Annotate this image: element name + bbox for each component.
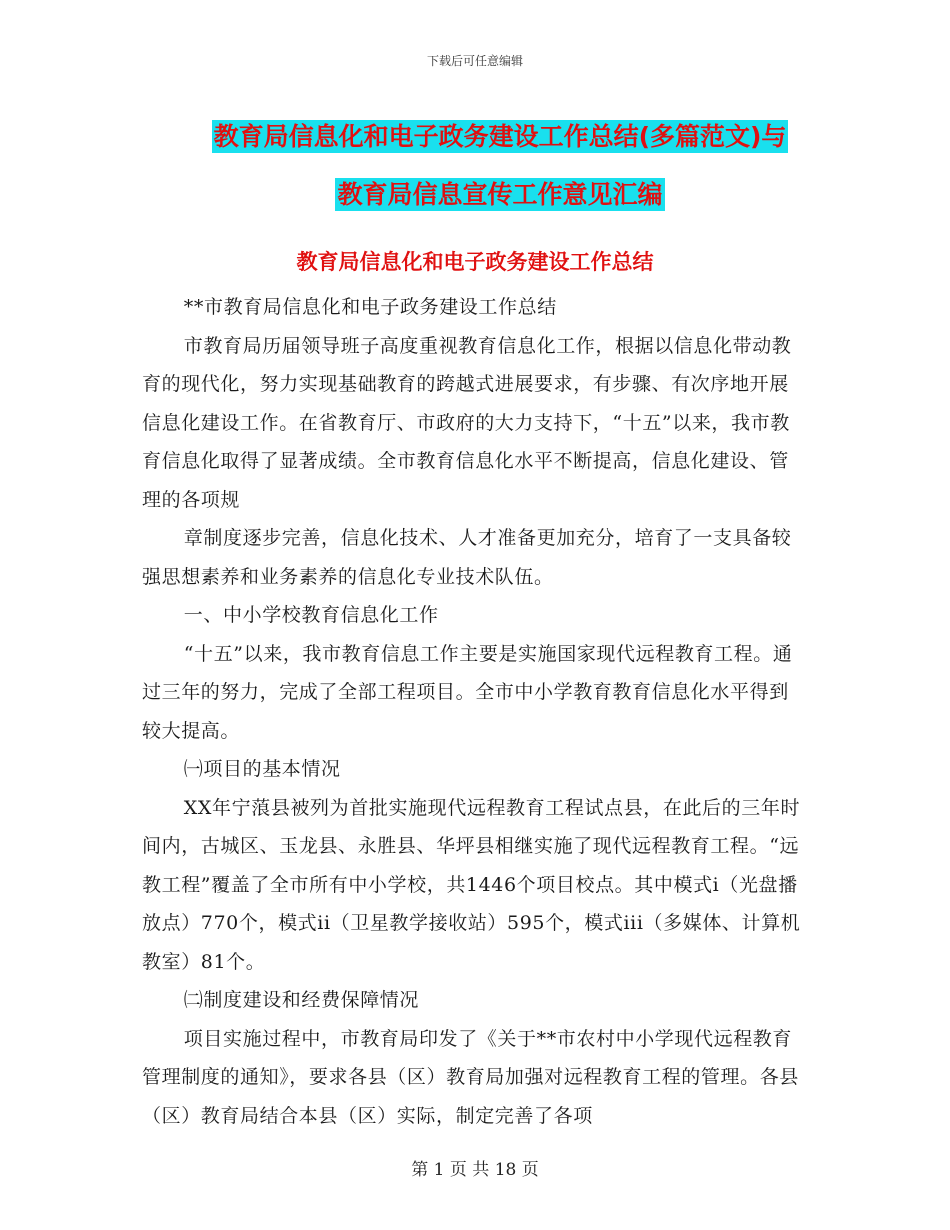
paragraph: XX年宁蒗县被列为首批实施现代远程教育工程试点县，在此后的三年时间内，古城区、玉龙县、永胜县、华坪县相继实施了现代远程教育工程。“远教工程”覆盖了全市所有中小学校，共1446个项目校点。其中模式i（光盘播放点）770个，模式ii（卫星教学接收站）595个，模式iii（多媒体、计算机教室）81个。 [142, 796, 801, 973]
title-line-2: 教育局信息宣传工作意见汇编 [337, 180, 663, 209]
paragraph: “十五”以来，我市教育信息工作主要是实施国家现代远程教育工程。通过三年的努力，完成了全部工程项目。全市中小学教育教育信息化水平得到较大提高。 [142, 642, 793, 742]
page-footer: 第 1 页 共 18 页 [411, 1160, 539, 1180]
document-title [150, 108, 850, 224]
paragraph: ㈡制度建设和经费保障情况 [183, 989, 419, 1011]
paragraph: **市教育局信息化和电子政务建设工作总结 [183, 296, 557, 318]
paragraph: 市教育局历届领导班子高度重视教育信息化工作，根据以信息化带动教育的现代化，努力实现基础教育的跨越式进展要求，有步骤、有次序地开展信息化建设工作。在省教育厅、市政府的大力支持下，“十五”以来，我市教育信息化取得了显著成绩。全市教育信息化水平不断提高，信息化建设、管理的各项规 [142, 334, 792, 511]
section-title: 教育局信息化和电子政务建设工作总结 [296, 250, 654, 274]
paragraph: 章制度逐步完善，信息化技术、人才准备更加充分，培育了一支具备较强思想素养和业务素养的信息化专业技术队伍。 [142, 527, 792, 588]
paragraph: 一、中小学校教育信息化工作 [183, 604, 439, 626]
paragraph: 项目实施过程中，市教育局印发了《关于**市农村中小学现代远程教育管理制度的通知》，要求各县（区）教育局加强对远程教育工程的管理。各县（区）教育局结合本县（区）实际，制定完善了各项 [142, 1027, 799, 1127]
title-line-1: 教育局信息化和电子政务建设工作总结(多篇范文)与 [213, 122, 787, 151]
document-body [142, 288, 807, 1135]
page-header-note: 下载后可任意编辑 [426, 54, 523, 68]
paragraph: ㈠项目的基本情况 [183, 758, 341, 780]
